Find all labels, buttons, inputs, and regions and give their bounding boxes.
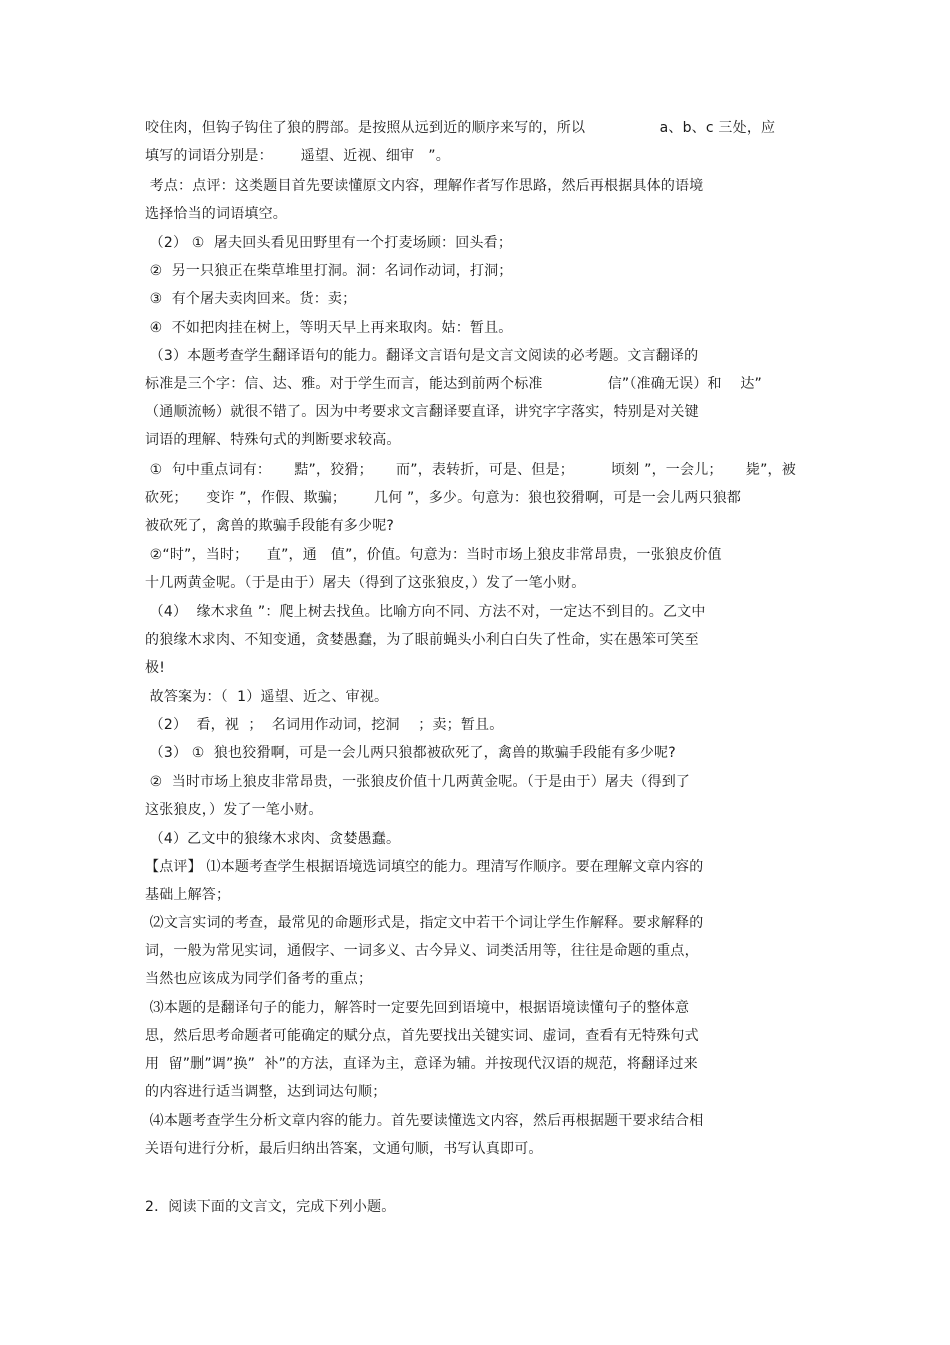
- text-line: 十几两黄金呢。（于是由于）屠夫（得到了这张狼皮，）发了一笔小财。: [145, 575, 586, 591]
- text-line: 当然也应该成为同学们备考的重点；: [145, 971, 373, 987]
- text-line: ⑷本题考查学生分析文章内容的能力。首先要读懂选文内容，然后再根据题干要求结合相: [145, 1113, 704, 1129]
- question-heading: 2．阅读下面的文言文，完成下列小题。: [145, 1199, 396, 1215]
- text-line: 标准是三个字：信、达、雅。对于学生而言，能达到前两个标准 信”（准确无误）和 达”: [145, 376, 763, 392]
- text-line: 这张狼皮，）发了一笔小财。: [145, 802, 323, 818]
- text-line: （4）乙文中的狼缘木求肉、贪婪愚蠢。: [145, 831, 401, 847]
- text-line: 选择恰当的词语填空。: [145, 206, 287, 222]
- text-line: 极!: [145, 660, 166, 676]
- text-line: ② 另一只狼正在柴草堆里打洞。洞：名词作动词，打洞；: [145, 263, 513, 279]
- text-line: 【点评】 ⑴本题考查学生根据语境选词填空的能力。理清写作顺序。要在理解文章内容的: [145, 859, 704, 875]
- text-line: ④ 不如把肉挂在树上，等明天早上再来取肉。姑：暂且。: [145, 320, 513, 336]
- text-line: 词，一般为常见实词，通假字、一词多义、古今异义、词类活用等，往往是命题的重点，: [145, 943, 699, 959]
- text-line: 被砍死了，禽兽的欺骗手段能有多少呢?: [145, 518, 395, 534]
- text-line: 思，然后思考命题者可能确定的赋分点，首先要找出关键实词、虚词，查看有无特殊句式: [145, 1028, 699, 1044]
- text-line: ⑵文言实词的考查，最常见的命题形式是，指定文中若干个词让学生作解释。要求解释的: [145, 915, 704, 931]
- text-line: ②“时”，当时； 直”，通 值”，价值。句意为：当时市场上狼皮非常昂贵，一张狼皮价值: [145, 547, 722, 563]
- text-line: ① 句中重点词有： 黠”，狡猾； 而”，表转折，可是、但是； 顷刻 ”，一会儿； 毙”，被: [145, 462, 796, 478]
- text-line: （4） 缘木求鱼 ”：爬上树去找鱼。比喻方向不同、方法不对，一定达不到目的。乙文中: [145, 604, 706, 620]
- text-line: ② 当时市场上狼皮非常昂贵，一张狼皮价值十几两黄金呢。（于是由于）屠夫（得到了: [145, 774, 691, 790]
- text-line: （2） ① 屠夫回头看见田野里有一个打麦场顾：回头看；: [145, 235, 513, 251]
- text-line: 关语句进行分析，最后归纳出答案，文通句顺，书写认真即可。: [145, 1141, 543, 1157]
- text-line: ⑶本题的是翻译句子的能力，解答时一定要先回到语境中，根据语境读懂句子的整体意: [145, 1000, 690, 1016]
- text-line: （通顺流畅）就很不错了。因为中考要求文言翻译要直译，讲究字字落实，特别是对关键: [145, 404, 699, 420]
- text-line: 词语的理解、特殊句式的判断要求较高。: [145, 432, 401, 448]
- text-line: 咬住肉，但钩子钩住了狼的腭部。是按照从远到近的顺序来写的，所以 a、b、c 三处，应: [145, 120, 776, 136]
- text-line: 的狼缘木求肉、不知变通，贪婪愚蠢，为了眼前蝇头小利白白失了性命，实在愚笨可笑至: [145, 632, 699, 648]
- text-line: 用 留”删”调”换” 补”的方法，直译为主，意译为辅。并按现代汉语的规范，将翻译过来: [145, 1056, 698, 1072]
- text-line: ③ 有个屠夫卖肉回来。货：卖；: [145, 291, 357, 307]
- text-line: 砍死； 变诈 ”，作假、欺骗； 几何 ”，多少。句意为：狼也狡猾啊，可是一会儿两只狼都: [145, 490, 742, 506]
- text-line: （2） 看，视 ； 名词用作动词，挖洞 ；卖；暂且。: [145, 717, 504, 733]
- text-line: （3）本题考查学生翻译语句的能力。翻译文言语句是文言文阅读的必考题。文言翻译的: [145, 348, 699, 364]
- text-line: 的内容进行适当调整，达到词达句顺；: [145, 1084, 387, 1100]
- text-line: 考点：点评：这类题目首先要读懂原文内容，理解作者写作思路，然后再根据具体的语境: [145, 178, 704, 194]
- text-line: 基础上解答；: [145, 887, 231, 903]
- text-line: 故答案为：（ 1）遥望、近之、审视。: [145, 689, 389, 705]
- text-line: 填写的词语分别是： 遥望、近视、细审 ”。: [145, 148, 450, 164]
- text-line: （3） ① 狼也狡猾啊，可是一会儿两只狼都被砍死了，禽兽的欺骗手段能有多少呢?: [145, 745, 676, 761]
